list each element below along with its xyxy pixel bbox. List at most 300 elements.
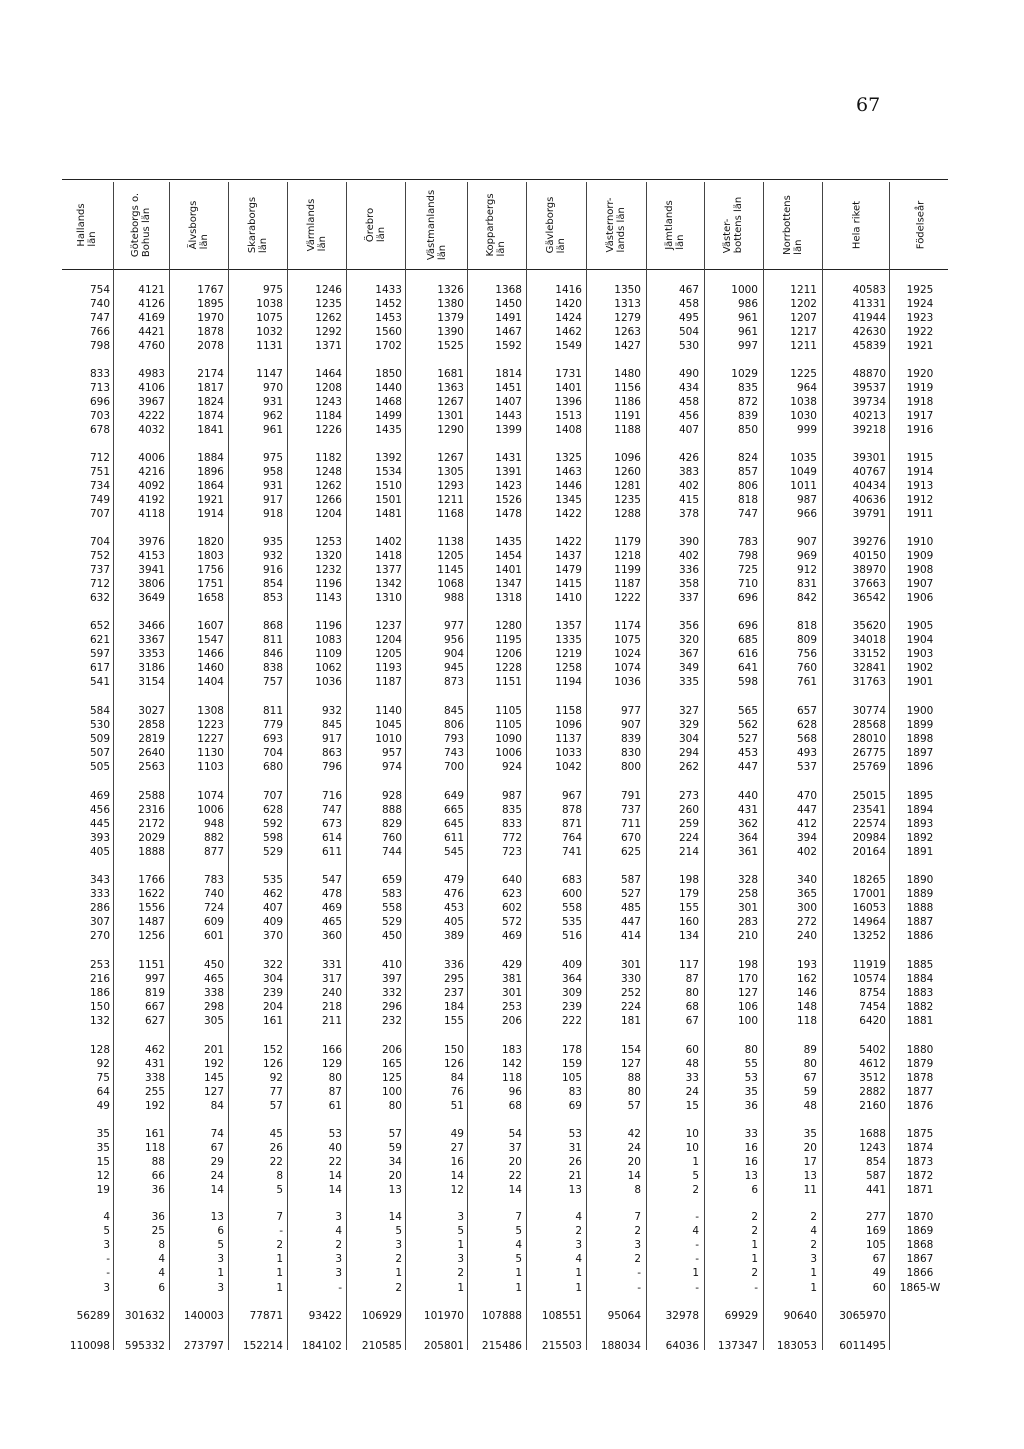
year-cell	[890, 1339, 950, 1353]
table-cell: 1525	[437, 340, 464, 353]
table-cell: 761	[796, 676, 817, 689]
table-cell: 2	[335, 1239, 342, 1252]
table-cell: 1440	[375, 382, 402, 395]
table-cell: 76	[450, 1086, 464, 1099]
table-cell: 530	[678, 340, 699, 353]
table-cell: 118	[796, 1015, 817, 1028]
table-cell: 696	[737, 592, 758, 605]
table-cell: 696	[89, 396, 110, 409]
table-cell: 1320	[315, 550, 342, 563]
table-row	[62, 367, 952, 381]
table-cell: 1188	[614, 424, 641, 437]
table-cell: 1151	[138, 959, 165, 971]
table-cell: 2	[810, 1239, 817, 1252]
column-header	[115, 185, 167, 265]
table-cell: 1103	[197, 761, 224, 774]
table-cell: 49	[872, 1267, 886, 1280]
table-cell: 6	[158, 1281, 165, 1294]
table-cell: 134	[678, 930, 699, 943]
column-header-line: bottens län	[733, 196, 744, 254]
table-cell: 819	[144, 987, 165, 1000]
table-cell: 751	[89, 466, 110, 479]
table-cell: 598	[737, 676, 758, 689]
table-cell: 1243	[859, 1142, 886, 1155]
table-cell: 260	[678, 804, 699, 817]
table-cell: 51	[450, 1100, 464, 1113]
table-row	[62, 1141, 952, 1155]
column-header-line: Väster-	[722, 218, 733, 254]
table-cell: 28010	[852, 733, 886, 746]
table-cell: 13	[803, 1170, 817, 1183]
table-cell: 333	[89, 888, 110, 901]
table-cell: 30774	[852, 705, 886, 717]
table-cell: 332	[381, 987, 402, 1000]
table-cell: 20	[627, 1156, 641, 1169]
table-cell: 3649	[138, 592, 165, 605]
column-header-line: Kopparbergs	[485, 193, 496, 257]
table-row	[62, 451, 952, 465]
column-header-line: Örebro	[365, 207, 376, 243]
table-cell: 756	[796, 648, 817, 661]
table-row	[62, 423, 952, 437]
column-header-line: Födelseår	[915, 200, 927, 250]
table-cell: 22	[269, 1156, 283, 1169]
table-cell: 1143	[315, 592, 342, 605]
table-cell: 592	[262, 818, 283, 831]
table-cell: 535	[262, 874, 283, 886]
table-row	[62, 1057, 952, 1071]
table-row	[62, 915, 952, 929]
table-cell: 92	[269, 1072, 283, 1085]
table-cell: 935	[262, 536, 283, 548]
table-cell: 1	[692, 1156, 699, 1169]
table-cell: 35	[803, 1128, 817, 1140]
table-cell: 3	[810, 1253, 817, 1266]
table-cell: 1751	[197, 578, 224, 591]
table-cell: 4983	[138, 368, 165, 380]
table-cell: 3	[335, 1253, 342, 1266]
table-cell: 601	[203, 930, 224, 943]
table-cell: 67	[685, 1015, 699, 1028]
table-cell: 447	[620, 916, 641, 929]
table-cell: 562	[737, 719, 758, 732]
table-cell: 5	[395, 1225, 402, 1238]
table-cell: 537	[796, 761, 817, 774]
table-cell: 595332	[124, 1340, 165, 1352]
table-cell: 4106	[138, 382, 165, 395]
table-cell: 791	[620, 790, 641, 802]
table-cell: 13	[744, 1170, 758, 1183]
table-cell: 1232	[315, 564, 342, 577]
table-cell: 8	[276, 1170, 283, 1183]
table-cell: 598	[262, 832, 283, 845]
table-cell: 1452	[375, 298, 402, 311]
table-cell: 1	[515, 1281, 522, 1294]
table-cell: 184102	[301, 1340, 342, 1352]
table-cell: 800	[620, 761, 641, 774]
table-cell: 1211	[437, 494, 464, 507]
column-header	[348, 185, 404, 265]
table-cell: 602	[501, 902, 522, 915]
year-cell: 1868	[906, 1239, 934, 1252]
table-cell: 68	[508, 1100, 522, 1113]
table-cell: 39734	[852, 396, 886, 409]
table-cell: 45839	[852, 340, 886, 353]
table-cell: 713	[89, 382, 110, 395]
table-row	[62, 507, 952, 521]
table-cell: 367	[678, 648, 699, 661]
table-cell: 1024	[614, 648, 641, 661]
table-cell: 1211	[790, 340, 817, 353]
table-cell: 469	[501, 930, 522, 943]
table-cell: 839	[620, 733, 641, 746]
year-cell: 1912	[906, 494, 934, 507]
table-cell: 426	[678, 452, 699, 464]
table-cell: 1464	[315, 368, 342, 380]
table-cell: 14	[328, 1170, 342, 1183]
table-cell: 458	[678, 298, 699, 311]
table-cell: 183	[501, 1044, 522, 1056]
table-cell: 8754	[859, 987, 886, 1000]
table-cell: 309	[561, 987, 582, 1000]
table-cell: 857	[737, 466, 758, 479]
year-cell: 1924	[906, 298, 934, 311]
table-cell: 8	[634, 1184, 641, 1197]
table-row	[62, 1043, 952, 1057]
table-cell: 450	[381, 930, 402, 943]
table-cell: 611	[321, 846, 342, 859]
table-cell: 92	[96, 1058, 110, 1071]
table-cell: -	[106, 1253, 110, 1266]
column-header-line: Jämtlands	[663, 200, 675, 250]
table-cell: 725	[737, 564, 758, 577]
table-cell: 1313	[614, 298, 641, 311]
column-header-text	[664, 200, 686, 250]
table-cell: 835	[737, 382, 758, 395]
table-cell: 1156	[614, 382, 641, 395]
table-cell: 105	[865, 1239, 886, 1252]
table-cell: 3967	[138, 396, 165, 409]
table-cell: 39218	[852, 424, 886, 437]
table-cell: 882	[203, 832, 224, 845]
year-cell: 1892	[906, 832, 934, 845]
table-cell: 198	[678, 874, 699, 886]
table-cell: 744	[381, 846, 402, 859]
table-cell: 1380	[437, 298, 464, 311]
year-cell: 1896	[906, 761, 934, 774]
table-cell: 1884	[197, 452, 224, 464]
table-cell: 1256	[138, 930, 165, 943]
table-cell: 1151	[495, 676, 522, 689]
table-cell: 1042	[555, 761, 582, 774]
table-cell: 118	[501, 1072, 522, 1085]
table-cell: 364	[737, 832, 758, 845]
table-cell: 1168	[437, 508, 464, 521]
table-cell: 48	[685, 1058, 699, 1071]
table-cell: 88	[627, 1072, 641, 1085]
table-cell: 108551	[541, 1310, 582, 1322]
table-cell: 160	[678, 916, 699, 929]
table-cell: 192	[203, 1058, 224, 1071]
column-header-text	[130, 193, 152, 257]
table-cell: 1260	[614, 466, 641, 479]
table-cell: 77871	[249, 1310, 283, 1322]
table-cell: 1105	[495, 705, 522, 717]
year-cell: 1885	[906, 959, 934, 971]
table-cell: 17001	[852, 888, 886, 901]
table-cell: 1401	[555, 382, 582, 395]
table-cell: 1305	[437, 466, 464, 479]
year-cell: 1865-W	[899, 1281, 941, 1294]
table-cell: 1147	[256, 368, 283, 380]
table-cell: 15	[685, 1100, 699, 1113]
table-cell: 545	[443, 846, 464, 859]
table-cell: 1263	[614, 326, 641, 339]
table-cell: 1556	[138, 902, 165, 915]
table-cell: 67	[803, 1072, 817, 1085]
table-cell: 961	[737, 326, 758, 339]
table-cell: 1803	[197, 550, 224, 563]
table-cell: 3154	[138, 676, 165, 689]
table-cell: 125	[381, 1072, 402, 1085]
table-cell: 165	[381, 1058, 402, 1071]
table-cell: 747	[737, 508, 758, 521]
table-cell: 1000	[731, 284, 758, 296]
column-header-text	[247, 197, 269, 253]
table-cell: 2	[634, 1225, 641, 1238]
table-cell: 3027	[138, 705, 165, 717]
table-cell: 766	[89, 326, 110, 339]
table-cell: 4169	[138, 312, 165, 325]
table-cell: 507	[89, 747, 110, 760]
table-cell: 649	[443, 790, 464, 802]
table-cell: 1510	[375, 480, 402, 493]
table-cell: 1450	[495, 298, 522, 311]
table-cell: 393	[89, 832, 110, 845]
table-cell: 747	[89, 312, 110, 325]
column-header	[407, 185, 466, 265]
column-header-line: län	[674, 234, 686, 250]
table-cell: 1074	[614, 662, 641, 675]
table-cell: 696	[737, 620, 758, 632]
table-cell: 5	[692, 1170, 699, 1183]
table-row	[62, 817, 952, 831]
table-cell: 447	[796, 804, 817, 817]
table-cell: 35	[744, 1086, 758, 1099]
table-cell: 126	[443, 1058, 464, 1071]
table-cell: 87	[685, 973, 699, 986]
table-cell: 623	[501, 888, 522, 901]
table-cell: 584	[89, 705, 110, 717]
table-cell: 509	[89, 733, 110, 746]
table-cell: 35620	[852, 620, 886, 632]
column-header-text	[426, 190, 448, 260]
table-cell: 224	[620, 1001, 641, 1014]
table-cell: 23541	[852, 804, 886, 817]
table-cell: -	[695, 1211, 699, 1223]
table-cell: 3	[457, 1253, 464, 1266]
table-cell: 1463	[555, 466, 582, 479]
table-cell: 1006	[495, 747, 522, 760]
year-cell: 1906	[906, 592, 934, 605]
table-cell: 845	[321, 719, 342, 732]
table-cell: 4421	[138, 326, 165, 339]
table-cell: 3	[395, 1239, 402, 1252]
table-cell: 33	[685, 1072, 699, 1085]
table-cell: 3976	[138, 536, 165, 548]
table-cell: 853	[262, 592, 283, 605]
table-cell: 2	[692, 1184, 699, 1197]
table-cell: 977	[620, 705, 641, 717]
table-cell: 1820	[197, 536, 224, 548]
table-cell: 4006	[138, 452, 165, 464]
table-cell: 32978	[665, 1310, 699, 1322]
table-cell: 4216	[138, 466, 165, 479]
table-cell: 4126	[138, 298, 165, 311]
table-cell: 84	[210, 1100, 224, 1113]
table-cell: 193	[796, 959, 817, 971]
table-cell: 1105	[495, 719, 522, 732]
table-cell: 5402	[859, 1044, 886, 1056]
table-cell: 10	[685, 1142, 699, 1155]
table-cell: 145	[203, 1072, 224, 1085]
table-cell: 1480	[614, 368, 641, 380]
table-cell: 154	[620, 1044, 641, 1056]
year-cell: 1917	[906, 410, 934, 423]
table-cell: 53	[328, 1128, 342, 1140]
totals-row	[62, 1309, 952, 1323]
table-cell: 846	[262, 648, 283, 661]
table-row	[62, 1000, 952, 1014]
table-row	[62, 661, 952, 675]
table-row	[62, 1252, 952, 1266]
table-cell: 2316	[138, 804, 165, 817]
table-cell: 2563	[138, 761, 165, 774]
table-cell: 150	[89, 1001, 110, 1014]
column-header-line: län	[376, 226, 387, 243]
table-cell: 2172	[138, 818, 165, 831]
table-cell: 304	[262, 973, 283, 986]
table-row	[62, 1099, 952, 1113]
table-cell: 741	[561, 846, 582, 859]
table-cell: 179	[678, 888, 699, 901]
table-cell: 100	[737, 1015, 758, 1028]
table-cell: 1335	[555, 634, 582, 647]
table-cell: 340	[796, 874, 817, 886]
table-cell: 1010	[375, 733, 402, 746]
table-cell: 478	[321, 888, 342, 901]
column-header-line: Västmanlands	[425, 189, 437, 261]
table-cell: 409	[561, 959, 582, 971]
table-cell: 362	[737, 818, 758, 831]
table-cell: 22	[508, 1170, 522, 1183]
table-cell: 1226	[315, 424, 342, 437]
table-cell: 349	[678, 662, 699, 675]
table-cell: 132	[89, 1015, 110, 1028]
table-cell: 4222	[138, 410, 165, 423]
table-cell: 57	[627, 1100, 641, 1113]
table-cell: 966	[796, 508, 817, 521]
table-cell: 587	[865, 1170, 886, 1183]
table-cell: 337	[678, 592, 699, 605]
table-cell: 14	[627, 1170, 641, 1183]
table-cell: 31	[568, 1142, 582, 1155]
table-cell: 5	[276, 1184, 283, 1197]
year-cell: 1867	[906, 1253, 934, 1266]
table-cell: 211	[321, 1015, 342, 1028]
table-cell: 1	[457, 1239, 464, 1252]
table-cell: 26	[269, 1142, 283, 1155]
column-header-line: lands län	[615, 207, 627, 253]
table-cell: 1402	[375, 536, 402, 548]
table-cell: 1308	[197, 705, 224, 717]
table-cell: 4	[575, 1253, 582, 1266]
table-cell: 888	[381, 804, 402, 817]
column-header-text	[545, 197, 567, 254]
table-row	[62, 873, 952, 887]
table-cell: 1350	[614, 284, 641, 296]
table-cell: 1377	[375, 564, 402, 577]
table-cell: 1253	[315, 536, 342, 548]
table-cell: 1179	[614, 536, 641, 548]
table-cell: 1431	[495, 452, 522, 464]
table-cell: 1467	[495, 326, 522, 339]
table-cell: 1049	[790, 466, 817, 479]
table-cell: 1325	[555, 452, 582, 464]
table-cell: 1379	[437, 312, 464, 325]
table-row	[62, 325, 952, 339]
table-cell: 89	[803, 1044, 817, 1056]
table-cell: 958	[262, 466, 283, 479]
table-cell: 3	[103, 1281, 110, 1294]
table-cell: 1392	[375, 452, 402, 464]
table-cell: 737	[620, 804, 641, 817]
table-cell: 14	[328, 1184, 342, 1197]
table-cell: 988	[443, 592, 464, 605]
table-cell: 13	[568, 1184, 582, 1197]
table-cell: 974	[381, 761, 402, 774]
table-cell: 301632	[124, 1310, 165, 1322]
year-cell: 1898	[906, 733, 934, 746]
table-cell: 568	[796, 733, 817, 746]
table-cell: 469	[321, 902, 342, 915]
table-cell: 110098	[69, 1340, 110, 1352]
table-cell: 198	[737, 959, 758, 971]
table-cell: 614	[321, 832, 342, 845]
table-cell: 704	[262, 747, 283, 760]
year-cell: 1887	[906, 916, 934, 929]
table-cell: 752	[89, 550, 110, 563]
table-cell: 1131	[256, 340, 283, 353]
table-cell: 335	[678, 676, 699, 689]
table-cell: 2	[751, 1267, 758, 1280]
table-cell: 4	[575, 1211, 582, 1223]
table-cell: 20164	[852, 846, 886, 859]
table-cell: 343	[89, 874, 110, 886]
table-cell: 1182	[315, 452, 342, 464]
table-cell: 962	[262, 410, 283, 423]
table-cell: 298	[203, 1001, 224, 1014]
table-cell: 37663	[852, 578, 886, 591]
table-cell: 1218	[614, 550, 641, 563]
table-cell: 1228	[495, 662, 522, 675]
table-cell: 161	[262, 1015, 283, 1028]
table-cell: 1407	[495, 396, 522, 409]
table-cell: 18265	[852, 874, 886, 886]
table-cell: 1423	[495, 480, 522, 493]
table-cell: 127	[737, 987, 758, 1000]
table-cell: 402	[678, 480, 699, 493]
